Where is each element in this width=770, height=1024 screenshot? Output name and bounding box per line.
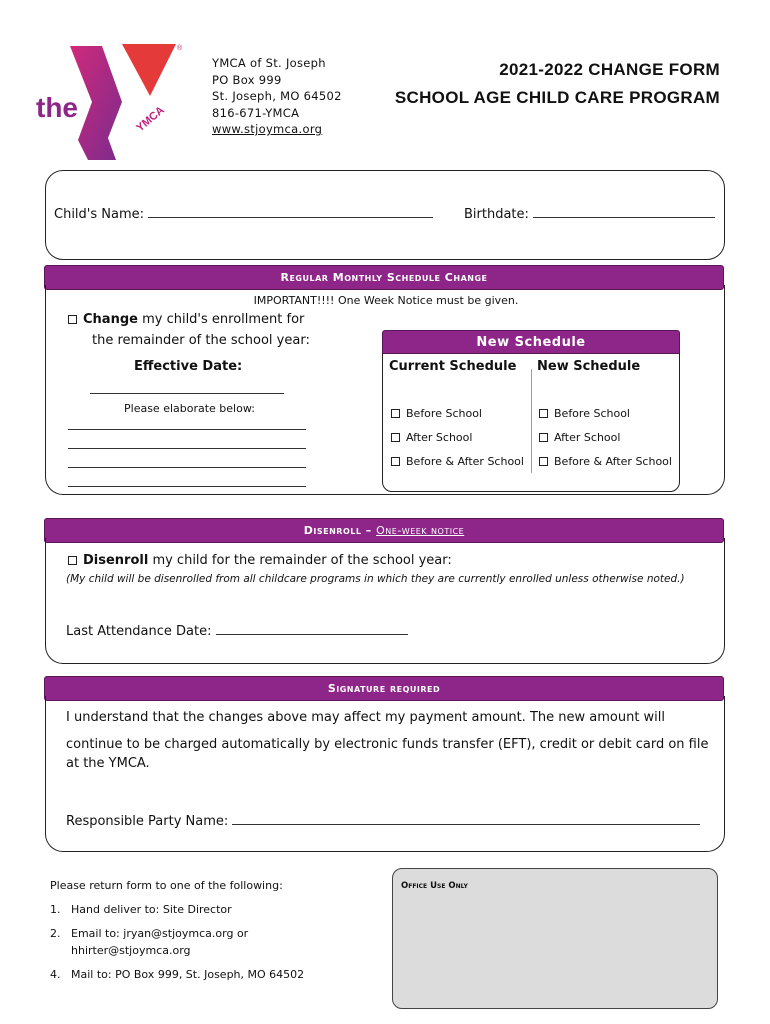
ymca-logo: [30, 40, 190, 165]
change-bold-text: Change: [83, 312, 138, 327]
important-note: IMPORTANT!!!! One Week Notice must be given.: [253, 294, 519, 307]
disenroll-heading: Disenroll – One-week notice: [44, 518, 724, 543]
org-city: St. Joseph, MO 64502: [212, 89, 342, 103]
return-item-4: 4. Mail to: PO Box 999, St. Joseph, MO 64502: [50, 968, 305, 981]
childs-name-field[interactable]: [148, 205, 433, 218]
email-text[interactable]: Email to: jryan@stjoymca.org or: [71, 927, 249, 940]
new-option-both: Before & After School: [539, 455, 672, 468]
title-line-2: SCHOOL AGE CHILD CARE PROGRAM: [394, 88, 720, 107]
childs-name-label: Child's Name:: [54, 207, 145, 222]
elaborate-line-2[interactable]: [68, 448, 306, 449]
new-option-before: Before School: [539, 407, 630, 420]
elaborate-label: Please elaborate below:: [124, 402, 255, 415]
elaborate-line-1[interactable]: [68, 429, 306, 430]
column-divider: [531, 369, 532, 473]
disenroll-option: [68, 553, 452, 568]
effective-date-field[interactable]: [90, 393, 284, 394]
current-before-checkbox[interactable]: [391, 409, 400, 418]
change-text-2: the remainder of the school year:: [92, 333, 310, 348]
disenroll-note: (My child will be disenrolled from all childcare programs in which they are currently enrolled unless otherwise noted.): [66, 573, 685, 585]
org-name: YMCA of St. Joseph: [212, 56, 326, 70]
one-week-notice-link[interactable]: One-week notice: [376, 524, 465, 537]
signature-heading: Signature required: [44, 676, 724, 701]
current-option-after: After School: [391, 431, 472, 444]
office-use-label: Office Use Only: [401, 881, 468, 891]
new-both-checkbox[interactable]: [539, 457, 548, 466]
disenroll-bold-text: Disenroll: [83, 553, 149, 568]
new-after-checkbox[interactable]: [539, 433, 548, 442]
disenroll-text: my child for the remainder of the school year:: [148, 553, 452, 568]
elaborate-line-4[interactable]: [68, 486, 306, 487]
new-option-after: After School: [539, 431, 620, 444]
statement-line-2: continue to be charged automatically by electronic funds transfer (EFT), credit or debit card on file: [66, 737, 709, 752]
return-intro: Please return form to one of the following:: [50, 879, 283, 892]
new-schedule-heading: New Schedule: [382, 330, 680, 354]
birthdate-label: Birthdate:: [464, 207, 529, 222]
change-text-1: my child's enrollment for: [137, 312, 305, 327]
signature-section: [45, 696, 725, 852]
child-info-section: [45, 170, 725, 260]
title-line-1: 2021-2022 CHANGE FORM: [499, 60, 720, 79]
org-phone: 816-671-YMCA: [212, 105, 300, 120]
svg-text:YMCA: YMCA: [134, 104, 167, 135]
schedule-change-heading: Regular Monthly Schedule Change: [44, 265, 724, 290]
org-address: [212, 55, 342, 138]
org-po-box: PO Box 999: [212, 72, 282, 87]
disenroll-section: [45, 538, 725, 664]
new-before-checkbox[interactable]: [539, 409, 548, 418]
current-option-before: Before School: [391, 407, 482, 420]
responsible-party-field[interactable]: [232, 812, 700, 825]
disenroll-checkbox[interactable]: [68, 556, 77, 565]
statement-line-3: at the YMCA.: [66, 756, 150, 771]
birthdate-row: [464, 205, 715, 222]
current-option-both: Before & After School: [391, 455, 524, 468]
change-option: [68, 312, 304, 327]
change-checkbox[interactable]: [68, 315, 77, 324]
current-schedule-label: Current Schedule: [389, 359, 517, 374]
current-after-checkbox[interactable]: [391, 433, 400, 442]
effective-date-label: Effective Date:: [134, 359, 243, 374]
childs-name-row: [54, 205, 433, 222]
svg-text:®: ®: [177, 45, 183, 52]
new-schedule-panel: [382, 330, 680, 492]
logo-the-text: the: [36, 92, 78, 123]
last-attendance-label: Last Attendance Date:: [66, 624, 212, 639]
last-attendance-field[interactable]: [216, 622, 408, 635]
last-attendance-row: [66, 622, 408, 639]
elaborate-line-3[interactable]: [68, 467, 306, 468]
current-both-checkbox[interactable]: [391, 457, 400, 466]
birthdate-field[interactable]: [533, 205, 715, 218]
return-item-2-email2[interactable]: hhirter@stjoymca.org: [71, 944, 191, 957]
responsible-party-label: Responsible Party Name:: [66, 814, 229, 829]
office-use-box: [392, 868, 718, 1009]
form-title: [395, 56, 720, 112]
return-item-2: 2. Email to: jryan@stjoymca.org or: [50, 927, 249, 940]
new-schedule-label: New Schedule: [537, 359, 641, 374]
org-website-link[interactable]: www.stjoymca.org: [212, 122, 323, 136]
return-item-1: 1. Hand deliver to: Site Director: [50, 903, 232, 916]
statement-line-1: I understand that the changes above may affect my payment amount. The new amount will: [66, 710, 666, 725]
responsible-party-row: [66, 812, 700, 829]
